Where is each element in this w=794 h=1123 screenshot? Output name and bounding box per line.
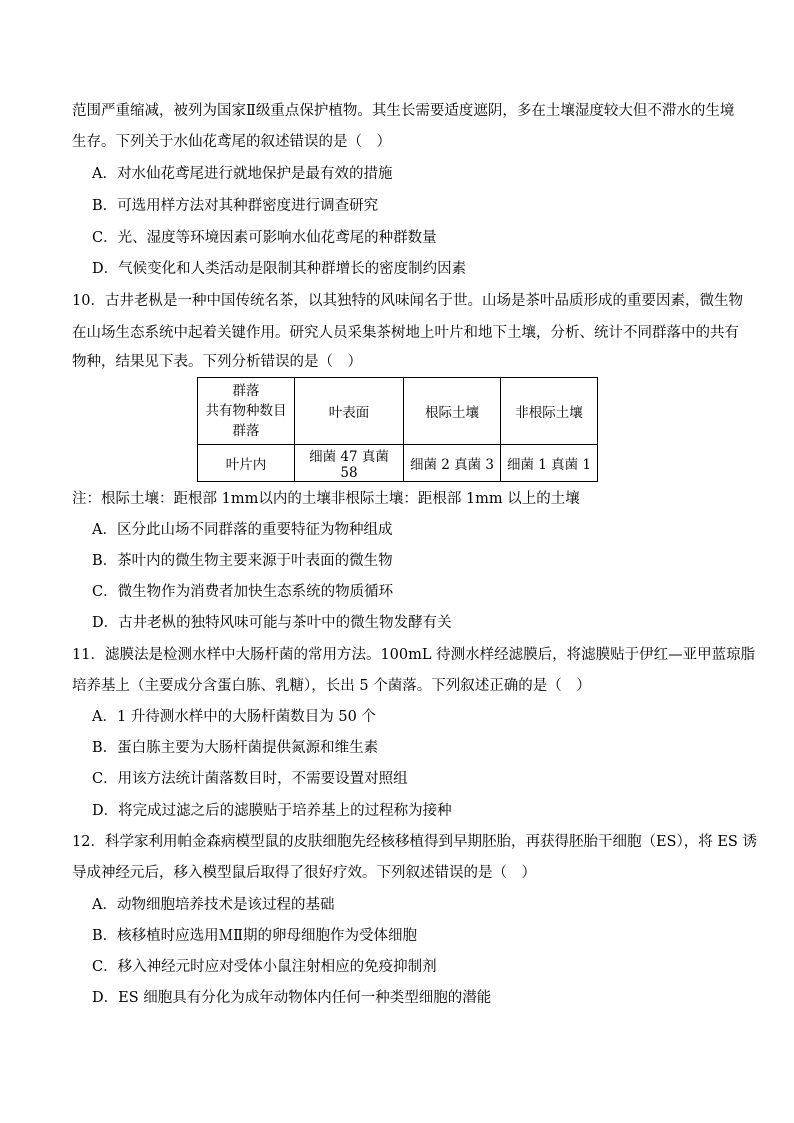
q12-option-c: C．移入神经元时应对受体小鼠注射相应的免疫抑制剂 [92,959,437,975]
q12-option-b: B．核移植时应选用ＭⅡ期的卵母细胞作为受体细胞 [92,928,418,944]
q9-stem-line-2: 生存。下列关于水仙花鸢尾的叙述错误的是（ ） [72,134,391,150]
q11-option-b: B．蛋白胨主要为大肠杆菌提供氮源和维生素 [92,740,379,756]
table-header-leaf-surface: 叶表面 [295,378,404,445]
q9-stem-line-1: 范围严重缩减，被列为国家Ⅱ级重点保护植物。其生长需要适度遮阴，多在土壤湿度较大但不滞水的生境 [72,103,735,119]
q11-stem-line-2: 培养基上（主要成分含蛋白胨、乳糖），长出 5 个菌落。下列叙述正确的是（ ） [72,678,591,694]
q12-option-a: A．动物细胞培养技术是该过程的基础 [92,897,335,913]
q10-option-d: D．古井老枞的独特风味可能与茶叶中的微生物发酵有关 [92,615,452,631]
q12-stem-line-1: 12．科学家利用帕金森病模型鼠的皮肤细胞先经核移植得到早期胚胎，再获得胚胎干细胞（ES），将 ES 诱 [72,834,757,850]
q9-option-d: D．气候变化和人类活动是限制其种群增长的密度制约因素 [92,261,467,277]
table-header-rhizosphere-soil: 根际土壤 [404,378,501,445]
q12-option-d: D．ES 细胞具有分化为成年动物体内任何一种类型细胞的潜能 [92,990,492,1006]
corner-label-bottom: 群落 [232,423,260,439]
table-corner-header [198,378,295,445]
table-row-label: 叶片内 [198,445,295,482]
corner-label-top: 群落 [232,383,260,399]
table-row [198,445,598,482]
q11-stem-line-1: 11．滤膜法是检测水样中大肠杆菌的常用方法。100mL 待测水样经滤膜后，将滤膜贴于伊红—亚甲蓝琼脂 [72,647,756,663]
q11-option-d: D．将完成过滤之后的滤膜贴于培养基上的过程称为接种 [92,803,452,819]
corner-label-middle: 共有物种数目 [205,403,287,419]
q10-stem-line-2: 在山场生态系统中起着关键作用。研究人员采集茶树地上叶片和地下土壤，分析、统计不同群落中的共有 [72,325,739,341]
q10-option-c: C．微生物作为消费者加快生态系统的物质循环 [92,584,394,600]
q10-table-note: 注：根际土壤：距根部 1mm以内的土壤非根际土壤：距根部 1mm 以上的土壤 [72,491,580,507]
table-header-row [198,378,598,445]
table-cell: 细菌 1 真菌 1 [501,445,598,482]
q11-option-a: A．1 升待测水样中的大肠杆菌数目为 50 个 [92,709,376,725]
q12-stem-line-2: 导成神经元后，移入模型鼠后取得了很好疗效。下列叙述错误的是（ ） [72,865,536,881]
q10-stem-line-1: 10．古井老枞是一种中国传统名茶，以其独特的风味闻名于世。山场是茶叶品质形成的重要因素，微生物 [72,293,743,309]
q11-option-c: C．用该方法统计菌落数目时，不需要设置对照组 [92,771,408,787]
table-cell: 细菌 47 真菌 58 [295,445,404,482]
table-header-non-rhizosphere-soil: 非根际土壤 [501,378,598,445]
q10-stem-line-3: 物种，结果见下表。下列分析错误的是（ ） [72,354,362,370]
q10-data-table [197,377,598,482]
q9-option-c: C．光、湿度等环境因素可影响水仙花鸢尾的种群数量 [92,230,437,246]
q10-option-a: A．区分此山场不同群落的重要特征为物种组成 [92,522,393,538]
q10-option-b: B．茶叶内的微生物主要来源于叶表面的微生物 [92,553,393,569]
q9-option-b: B．可选用样方法对其种群密度进行调查研究 [92,198,379,214]
table-cell: 细菌 2 真菌 3 [404,445,501,482]
q9-option-a: A．对水仙花鸢尾进行就地保护是最有效的措施 [92,166,393,182]
